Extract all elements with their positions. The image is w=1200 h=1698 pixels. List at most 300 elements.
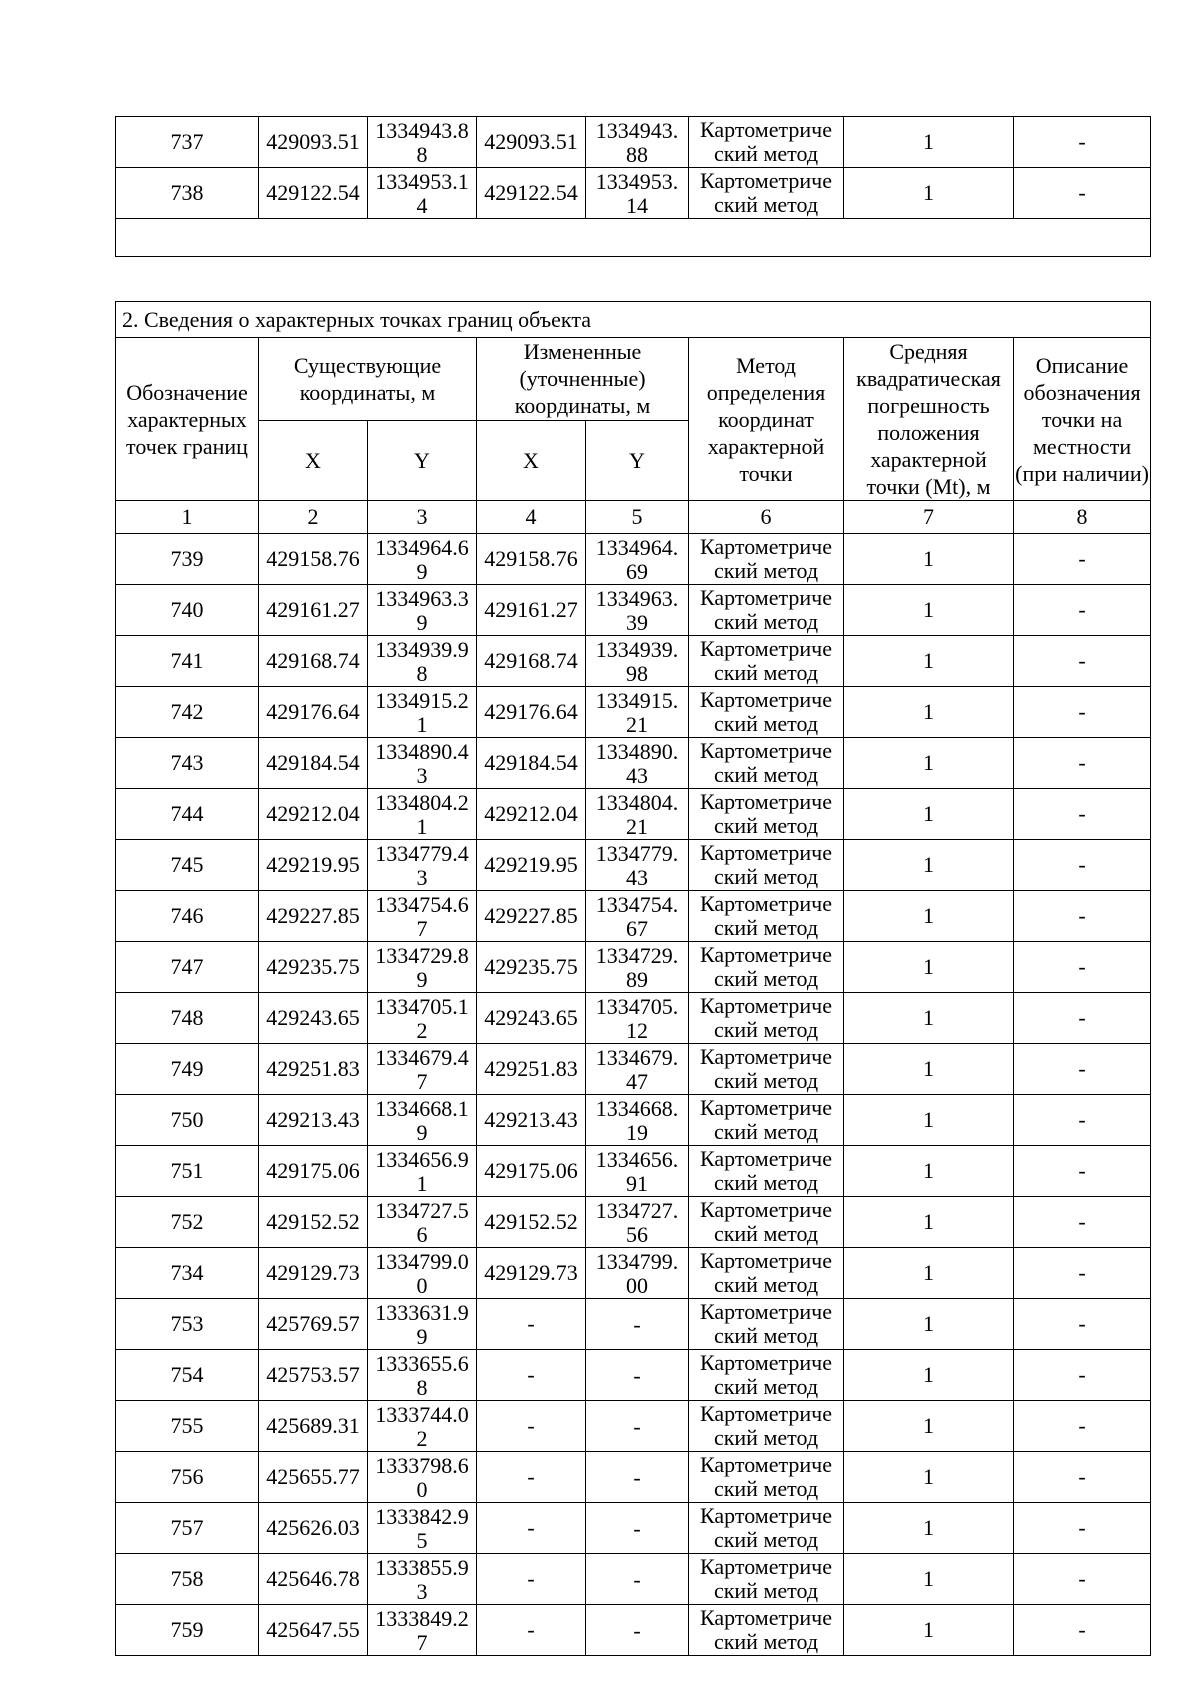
column-number: 4	[477, 501, 586, 534]
table-row	[116, 1044, 1151, 1095]
y-changed-line: -	[633, 1414, 641, 1439]
x-changed: -	[477, 1554, 586, 1605]
header-x-changed: X	[477, 420, 586, 501]
table-row	[116, 636, 1151, 687]
method-line: ский метод	[713, 864, 819, 889]
method-line: Картометриче	[700, 687, 832, 712]
header-y-changed: Y	[586, 420, 689, 501]
x-changed: 429129.73	[477, 1248, 586, 1299]
x-changed: 429212.04	[477, 789, 586, 840]
y-existing-line: 1333798.6	[375, 1453, 469, 1478]
method	[689, 1605, 844, 1656]
y-existing-line: 1334915.2	[375, 688, 469, 713]
point-description: -	[1014, 1401, 1151, 1452]
y-existing-line: 3	[416, 763, 428, 788]
mean-error: 1	[844, 738, 1014, 789]
y-existing-line: 7	[416, 1069, 428, 1094]
x-existing: 425647.55	[259, 1605, 368, 1656]
y-existing-line: 1334964.6	[375, 535, 469, 560]
header-point-designation: Обозначение характерных точек границ	[116, 338, 259, 501]
y-changed-line: 1334799.	[595, 1249, 679, 1274]
y-existing-line: 1334963.3	[375, 586, 469, 611]
x-changed: -	[477, 1605, 586, 1656]
y-changed-line: 98	[626, 661, 648, 686]
y-existing-line: 5	[416, 1528, 428, 1553]
method-line: Картометриче	[700, 1401, 832, 1426]
table-row	[116, 1350, 1151, 1401]
point-number: 738	[116, 168, 259, 219]
point-number: 741	[116, 636, 259, 687]
y-existing-line: 1334727.5	[375, 1198, 469, 1223]
y-changed-line: 1334668.	[595, 1096, 679, 1121]
table-row	[116, 891, 1151, 942]
x-changed: 429161.27	[477, 585, 586, 636]
method	[689, 1554, 844, 1605]
point-number: 747	[116, 942, 259, 993]
method	[689, 1095, 844, 1146]
method-line: ский метод	[713, 813, 819, 838]
x-changed: 429243.65	[477, 993, 586, 1044]
mean-error: 1	[844, 1503, 1014, 1554]
y-existing-line: 3	[416, 1579, 428, 1604]
y-changed-line: 21	[626, 814, 648, 839]
y-changed	[586, 891, 689, 942]
y-changed-line: -	[633, 1465, 641, 1490]
x-existing: 425689.31	[259, 1401, 368, 1452]
table-row	[116, 942, 1151, 993]
y-changed	[586, 534, 689, 585]
x-existing: 429175.06	[259, 1146, 368, 1197]
x-existing: 429227.85	[259, 891, 368, 942]
y-existing-line: 1	[416, 712, 428, 737]
method-line: ский метод	[713, 711, 819, 736]
point-description: -	[1014, 1452, 1151, 1503]
column-number: 5	[586, 501, 689, 534]
y-changed-line: 1334727.	[595, 1198, 679, 1223]
y-existing-line: 7	[416, 1630, 428, 1655]
point-number: 743	[116, 738, 259, 789]
method-line: Картометриче	[700, 1554, 832, 1579]
method	[689, 1503, 844, 1554]
method	[689, 585, 844, 636]
x-existing: 425655.77	[259, 1452, 368, 1503]
y-existing-line: 1334705.1	[375, 994, 469, 1019]
y-existing	[368, 585, 477, 636]
method	[689, 168, 844, 219]
point-description: -	[1014, 636, 1151, 687]
y-changed-line: 47	[626, 1069, 648, 1094]
x-changed: 429184.54	[477, 738, 586, 789]
y-existing-line: 1333744.0	[375, 1402, 469, 1427]
column-numbers-row	[116, 501, 1151, 534]
y-existing	[368, 1299, 477, 1350]
y-existing	[368, 534, 477, 585]
continued-coordinates-table	[115, 116, 1151, 257]
y-existing-line: 9	[416, 1324, 428, 1349]
y-changed	[586, 1350, 689, 1401]
x-changed: -	[477, 1503, 586, 1554]
mean-error: 1	[844, 993, 1014, 1044]
y-existing-line: 1334779.4	[375, 841, 469, 866]
y-existing-line: 4	[416, 193, 428, 218]
y-existing-line: 1333655.6	[375, 1351, 469, 1376]
x-changed: -	[477, 1350, 586, 1401]
method	[689, 1197, 844, 1248]
y-existing-line: 1334943.8	[375, 118, 469, 143]
header-y-existing: Y	[368, 420, 477, 501]
y-changed-line: 43	[626, 763, 648, 788]
y-changed	[586, 738, 689, 789]
y-changed-line: 12	[626, 1018, 648, 1043]
table-row	[116, 168, 1151, 219]
point-description: -	[1014, 585, 1151, 636]
y-changed	[586, 1299, 689, 1350]
y-changed-line: 1334804.	[595, 790, 679, 815]
mean-error: 1	[844, 117, 1014, 168]
table-row	[116, 1401, 1151, 1452]
table-row	[116, 1146, 1151, 1197]
y-changed	[586, 993, 689, 1044]
method-line: Картометриче	[700, 636, 832, 661]
table-row	[116, 585, 1151, 636]
point-number: 757	[116, 1503, 259, 1554]
point-description: -	[1014, 1299, 1151, 1350]
x-changed: 429227.85	[477, 891, 586, 942]
y-changed-line: 43	[626, 865, 648, 890]
y-changed-line: -	[633, 1516, 641, 1541]
y-changed	[586, 1605, 689, 1656]
method-line: Картометриче	[700, 891, 832, 916]
method-line: ский метод	[713, 1629, 819, 1654]
x-changed: 429122.54	[477, 168, 586, 219]
y-changed-line: 39	[626, 610, 648, 635]
point-description: -	[1014, 738, 1151, 789]
mean-error: 1	[844, 636, 1014, 687]
y-existing-line: 8	[416, 1375, 428, 1400]
point-description: -	[1014, 891, 1151, 942]
method-line: Картометриче	[700, 1350, 832, 1375]
y-changed	[586, 168, 689, 219]
y-changed-line: 1334656.	[595, 1147, 679, 1172]
point-number: 758	[116, 1554, 259, 1605]
y-changed-line: 1334729.	[595, 943, 679, 968]
point-number: 753	[116, 1299, 259, 1350]
method-line: Картометриче	[700, 117, 832, 142]
boundary-points-table	[115, 301, 1151, 1656]
y-existing-line: 1334953.1	[375, 169, 469, 194]
method	[689, 1146, 844, 1197]
x-existing: 429158.76	[259, 534, 368, 585]
point-number: 746	[116, 891, 259, 942]
point-number: 750	[116, 1095, 259, 1146]
y-existing-line: 0	[416, 1273, 428, 1298]
y-existing	[368, 1605, 477, 1656]
method	[689, 891, 844, 942]
method	[689, 942, 844, 993]
point-number: 759	[116, 1605, 259, 1656]
y-existing	[368, 687, 477, 738]
point-number: 739	[116, 534, 259, 585]
mean-error: 1	[844, 1401, 1014, 1452]
point-number: 744	[116, 789, 259, 840]
method-line: ский метод	[713, 141, 819, 166]
y-changed-line: 1334939.	[595, 637, 679, 662]
table-row	[116, 840, 1151, 891]
x-changed: -	[477, 1401, 586, 1452]
column-number: 1	[116, 501, 259, 534]
mean-error: 1	[844, 585, 1014, 636]
y-existing	[368, 1554, 477, 1605]
y-changed-line: 1334754.	[595, 892, 679, 917]
y-changed	[586, 1401, 689, 1452]
point-number: 740	[116, 585, 259, 636]
method-line: ский метод	[713, 1527, 819, 1552]
y-existing	[368, 1503, 477, 1554]
mean-error: 1	[844, 1554, 1014, 1605]
y-changed-line: 1334705.	[595, 994, 679, 1019]
x-existing: 429212.04	[259, 789, 368, 840]
point-number: 745	[116, 840, 259, 891]
y-changed-line: 67	[626, 916, 648, 941]
method-line: Картометриче	[700, 1605, 832, 1630]
method-line: Картометриче	[700, 534, 832, 559]
empty-row	[116, 219, 1151, 257]
method	[689, 636, 844, 687]
method	[689, 789, 844, 840]
method-line: ский метод	[713, 1476, 819, 1501]
x-changed: 429152.52	[477, 1197, 586, 1248]
x-existing: 429184.54	[259, 738, 368, 789]
method-line: ский метод	[713, 558, 819, 583]
point-description: -	[1014, 942, 1151, 993]
table-row	[116, 789, 1151, 840]
method-line: ский метод	[713, 660, 819, 685]
y-existing	[368, 789, 477, 840]
method	[689, 738, 844, 789]
y-existing-line: 9	[416, 559, 428, 584]
x-existing: 425646.78	[259, 1554, 368, 1605]
method-line: Картометриче	[700, 789, 832, 814]
y-existing-line: 1334804.2	[375, 790, 469, 815]
y-existing	[368, 942, 477, 993]
point-description: -	[1014, 117, 1151, 168]
method	[689, 1299, 844, 1350]
y-changed-line: 1334953.	[595, 169, 679, 194]
point-description: -	[1014, 1095, 1151, 1146]
point-number: 742	[116, 687, 259, 738]
method-line: ский метод	[713, 192, 819, 217]
point-description: -	[1014, 534, 1151, 585]
y-existing	[368, 168, 477, 219]
mean-error: 1	[844, 789, 1014, 840]
method	[689, 993, 844, 1044]
table-row	[116, 1197, 1151, 1248]
method	[689, 687, 844, 738]
method-line: Картометриче	[700, 1299, 832, 1324]
y-changed-line: 00	[626, 1273, 648, 1298]
point-number: 755	[116, 1401, 259, 1452]
point-description: -	[1014, 789, 1151, 840]
x-existing: 429219.95	[259, 840, 368, 891]
mean-error: 1	[844, 891, 1014, 942]
y-existing-line: 2	[416, 1426, 428, 1451]
y-changed-line: 19	[626, 1120, 648, 1145]
x-existing: 429093.51	[259, 117, 368, 168]
x-existing: 429213.43	[259, 1095, 368, 1146]
x-changed: 429176.64	[477, 687, 586, 738]
header-x-existing: X	[259, 420, 368, 501]
header-existing-coordinates: Существующие координаты, м	[259, 338, 477, 421]
point-number: 748	[116, 993, 259, 1044]
table-row	[116, 117, 1151, 168]
point-description: -	[1014, 1146, 1151, 1197]
mean-error: 1	[844, 1146, 1014, 1197]
y-existing-line: 1	[416, 1171, 428, 1196]
x-changed: -	[477, 1299, 586, 1350]
x-existing: 425753.57	[259, 1350, 368, 1401]
header-method: Метод определения координат характерной точки	[689, 338, 844, 501]
mean-error: 1	[844, 1197, 1014, 1248]
mean-error: 1	[844, 840, 1014, 891]
y-existing-line: 1334754.6	[375, 892, 469, 917]
y-existing-line: 1334890.4	[375, 739, 469, 764]
mean-error: 1	[844, 1350, 1014, 1401]
point-description: -	[1014, 1605, 1151, 1656]
method-line: Картометриче	[700, 1146, 832, 1171]
method-line: Картометриче	[700, 840, 832, 865]
y-changed	[586, 687, 689, 738]
y-existing-line: 7	[416, 916, 428, 941]
y-existing-line: 0	[416, 1477, 428, 1502]
x-changed: 429235.75	[477, 942, 586, 993]
method-line: ский метод	[713, 1068, 819, 1093]
y-existing-line: 6	[416, 1222, 428, 1247]
method-line: Картометриче	[700, 1248, 832, 1273]
y-changed-line: 69	[626, 559, 648, 584]
method-line: ский метод	[713, 1425, 819, 1450]
y-existing-line: 8	[416, 661, 428, 686]
y-existing-line: 1333631.9	[375, 1300, 469, 1325]
table-row	[116, 1452, 1151, 1503]
y-changed-line: 14	[626, 193, 648, 218]
x-existing: 425769.57	[259, 1299, 368, 1350]
x-changed: 429093.51	[477, 117, 586, 168]
y-changed-line: 91	[626, 1171, 648, 1196]
y-changed-line: 21	[626, 712, 648, 737]
table-row	[116, 1605, 1151, 1656]
method	[689, 1248, 844, 1299]
x-existing: 429129.73	[259, 1248, 368, 1299]
method-line: ский метод	[713, 1017, 819, 1042]
x-changed: 429168.74	[477, 636, 586, 687]
y-changed-line: 56	[626, 1222, 648, 1247]
y-existing-line: 1334679.4	[375, 1045, 469, 1070]
method-line: Картометриче	[700, 942, 832, 967]
method-line: Картометриче	[700, 168, 832, 193]
y-changed	[586, 942, 689, 993]
y-changed-line: 1334943.	[595, 118, 679, 143]
column-number: 8	[1014, 501, 1151, 534]
mean-error: 1	[844, 687, 1014, 738]
method	[689, 117, 844, 168]
mean-error: 1	[844, 942, 1014, 993]
y-changed	[586, 1197, 689, 1248]
y-existing	[368, 1248, 477, 1299]
method	[689, 1452, 844, 1503]
method	[689, 1401, 844, 1452]
method	[689, 1350, 844, 1401]
point-description: -	[1014, 1554, 1151, 1605]
x-existing: 429235.75	[259, 942, 368, 993]
y-changed	[586, 1452, 689, 1503]
point-number: 754	[116, 1350, 259, 1401]
method-line: Картометриче	[700, 738, 832, 763]
y-existing	[368, 1452, 477, 1503]
method-line: ский метод	[713, 609, 819, 634]
mean-error: 1	[844, 1095, 1014, 1146]
x-existing: 429243.65	[259, 993, 368, 1044]
y-existing-line: 1333855.9	[375, 1555, 469, 1580]
point-number: 734	[116, 1248, 259, 1299]
method-line: ский метод	[713, 966, 819, 991]
header-mean-error: Средняя квадратическая погрешность положения характерной точки (Mt), м	[844, 338, 1014, 501]
x-changed: 429219.95	[477, 840, 586, 891]
method-line: ский метод	[713, 1578, 819, 1603]
section-title: 2. Сведения о характерных точках границ объекта	[116, 302, 1151, 338]
y-existing-line: 2	[416, 1018, 428, 1043]
point-description: -	[1014, 1197, 1151, 1248]
column-number: 6	[689, 501, 844, 534]
x-changed: 429158.76	[477, 534, 586, 585]
y-changed-line: 1334779.	[595, 841, 679, 866]
mean-error: 1	[844, 534, 1014, 585]
y-changed	[586, 1095, 689, 1146]
x-changed: -	[477, 1452, 586, 1503]
point-description: -	[1014, 1350, 1151, 1401]
method-line: Картометриче	[700, 585, 832, 610]
method-line: ский метод	[713, 1374, 819, 1399]
mean-error: 1	[844, 1605, 1014, 1656]
y-existing	[368, 1146, 477, 1197]
method-line: ский метод	[713, 1221, 819, 1246]
column-number: 3	[368, 501, 477, 534]
method-line: ский метод	[713, 915, 819, 940]
point-description: -	[1014, 168, 1151, 219]
x-existing: 425626.03	[259, 1503, 368, 1554]
y-existing-line: 1334668.1	[375, 1096, 469, 1121]
y-existing-line: 8	[416, 142, 428, 167]
mean-error: 1	[844, 1044, 1014, 1095]
mean-error: 1	[844, 1452, 1014, 1503]
table-row	[116, 1299, 1151, 1350]
y-changed	[586, 840, 689, 891]
table-row	[116, 993, 1151, 1044]
continued-rows	[116, 117, 1151, 219]
point-number: 752	[116, 1197, 259, 1248]
y-existing	[368, 1401, 477, 1452]
y-existing	[368, 1197, 477, 1248]
y-changed	[586, 789, 689, 840]
method-line: Картометриче	[700, 1503, 832, 1528]
point-description: -	[1014, 1248, 1151, 1299]
y-existing-line: 1333849.2	[375, 1606, 469, 1631]
table-row	[116, 534, 1151, 585]
point-description: -	[1014, 1503, 1151, 1554]
x-existing: 429152.52	[259, 1197, 368, 1248]
boundary-points-rows	[116, 534, 1151, 1656]
table-row	[116, 1248, 1151, 1299]
method-line: Картометриче	[700, 1452, 832, 1477]
